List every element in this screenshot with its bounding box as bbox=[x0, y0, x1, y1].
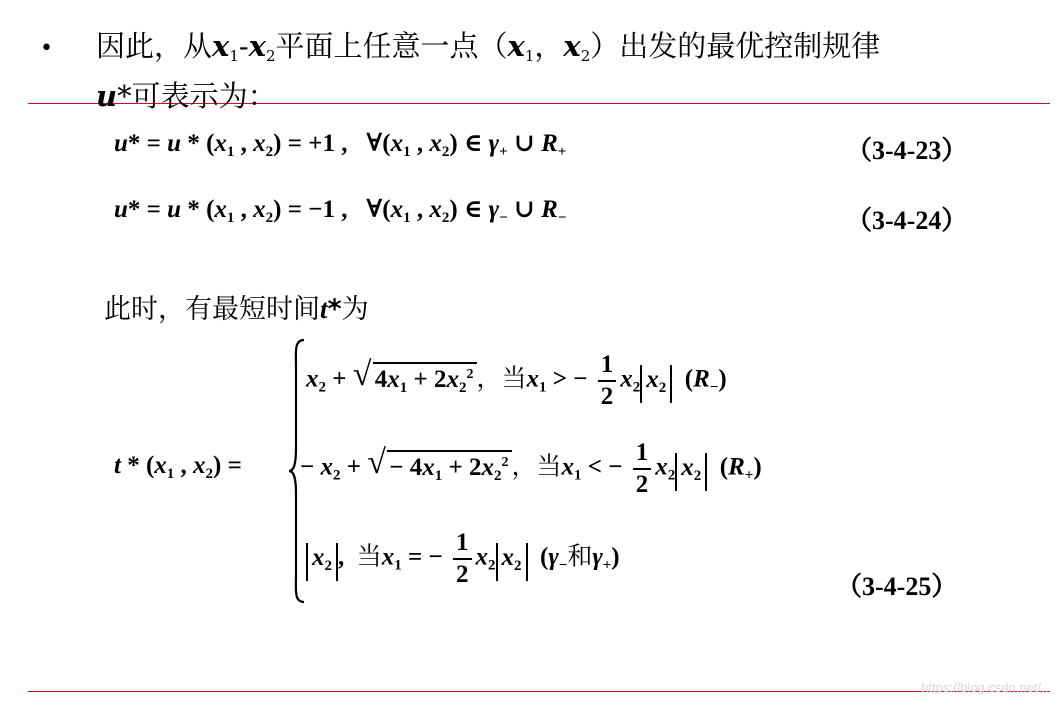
equation-3-4-24: $u* = u * (x_1$ , $x_2) = -1$ , $\forall(x_1$ , $x_2$) ∈ $\gamma_-$ ∪ $R_-$ bbox=[114, 196, 567, 226]
piecewise-case-3: $x_2$ , 当$x_1$ = − $\frac{1}{2}$ $x_2$ $x_2$ ($\gamma_-$和$\gamma_+$) bbox=[306, 528, 620, 590]
intro-text bbox=[96, 26, 880, 116]
bottom-divider bbox=[28, 691, 1050, 692]
piecewise-case-2: − $x_2$ + √ − $4x_1 + 2x_2^2$ ，当$x_1$ < − $\frac{1}{2}$ $x_2$ $x_2$ $(R_+)$ bbox=[300, 439, 762, 498]
piecewise-case-1: $x_2$ + √ $4x_1 + 2x_2^2$ ，当$x_1$ > − $\frac{1}{2}$ $x_2$ $x_2$ $(R_-)$ bbox=[306, 351, 727, 410]
equation-number-23: （3-4-23） bbox=[846, 136, 968, 165]
equation-number-24: （3-4-24） bbox=[846, 206, 968, 235]
intro-line1: 因此，从$x_1-x_2$平面上任意一点（$x_1$，$x_2$）出发的最优控制规律 bbox=[96, 29, 881, 65]
bullet-icon: • bbox=[40, 36, 53, 61]
equation-number-25: （3-4-25） bbox=[836, 572, 958, 601]
watermark: https://blog.csdn.net/... bbox=[921, 680, 1052, 695]
min-time-label: 此时，有最短时间t*为 bbox=[104, 294, 369, 325]
piecewise-lhs: t * ($x_1$ , $x_2$) = bbox=[114, 452, 242, 482]
equation-3-4-23: $u* = u * (x_1$ , $x_2) = +1$ , $\forall(x_1$ , $x_2$) ∈ $\gamma_+$ ∪ $R_+$ bbox=[114, 130, 567, 160]
intro-line2: u*可表示为： bbox=[96, 79, 277, 113]
